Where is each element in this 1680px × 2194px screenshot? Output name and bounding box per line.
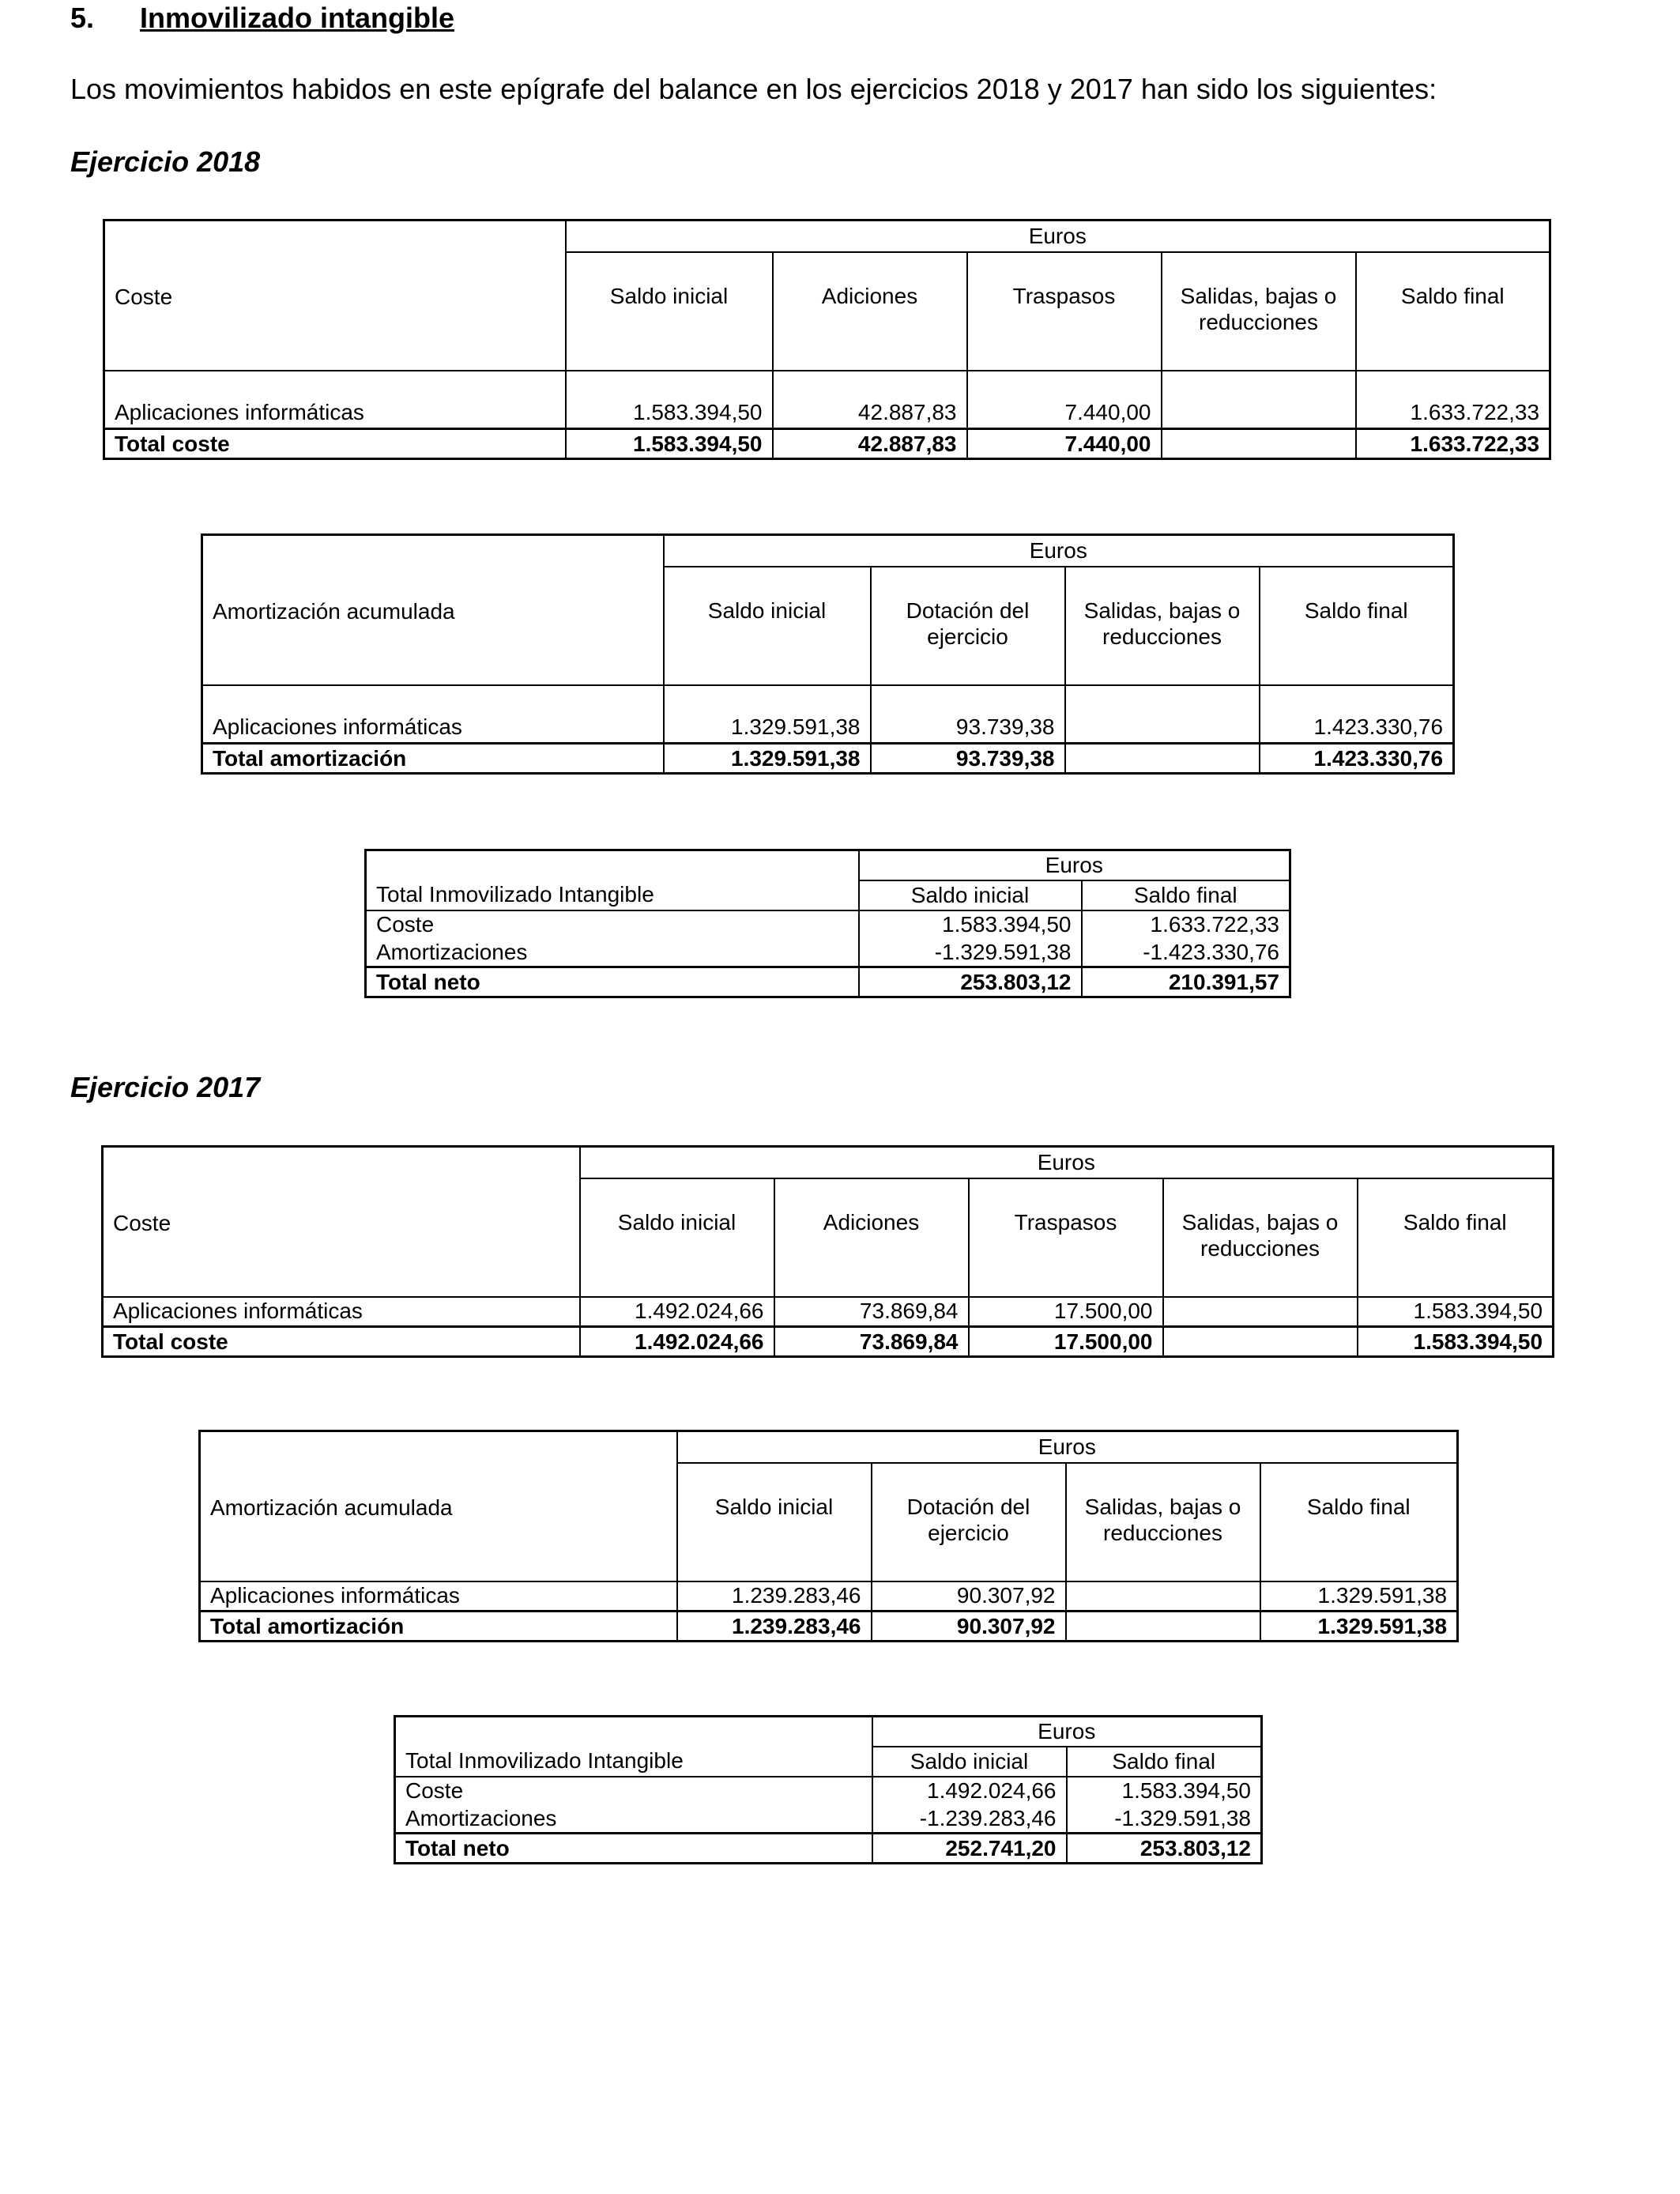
cell-value: -1.239.283,46: [872, 1805, 1067, 1834]
cell-value: 17.500,00: [969, 1297, 1163, 1327]
cost-row-label: Coste: [115, 285, 173, 310]
cell-value: 1.633.722,33: [1082, 910, 1290, 939]
total-label: Total neto: [395, 1834, 872, 1864]
cell-value: 93.739,38: [871, 685, 1065, 744]
col-salidas: Salidas, bajas o reducciones: [1065, 567, 1260, 685]
cell-value: -1.329.591,38: [859, 939, 1082, 967]
col-saldo-inicial: Saldo inicial: [580, 1178, 774, 1297]
col-salidas: Salidas, bajas o reducciones: [1163, 1178, 1358, 1297]
row-label: Coste: [395, 1777, 872, 1805]
cost-table-2018: [103, 219, 1551, 460]
row-label: Coste: [366, 910, 859, 939]
col-saldo-final: Saldo final: [1358, 1178, 1554, 1297]
col-dotacion: Dotación del ejercicio: [872, 1463, 1066, 1581]
euros-header: Euros: [664, 535, 1454, 567]
total-value: 1.329.591,38: [1260, 1612, 1458, 1642]
row-label: Amortizaciones: [405, 1805, 557, 1830]
col-saldo-inicial: Saldo inicial: [664, 567, 871, 685]
col-traspasos: Traspasos: [969, 1178, 1163, 1297]
section-number: 5.: [70, 2, 95, 34]
total-row: [366, 967, 1290, 997]
total-value: [1065, 744, 1260, 774]
total-value: 253.803,12: [1067, 1834, 1262, 1864]
net-table-2017: [394, 1715, 1263, 1864]
col-saldo-inicial: Saldo inicial: [677, 1463, 872, 1581]
year-2018-heading: Ejercicio 2018: [70, 145, 261, 178]
total-value: 1.329.591,38: [664, 744, 871, 774]
table-row: [200, 1581, 1458, 1612]
total-value: 210.391,57: [1082, 967, 1290, 997]
total-value: 90.307,92: [872, 1612, 1066, 1642]
table-row: [366, 910, 1290, 939]
section-heading: [70, 2, 454, 35]
intro-paragraph: Los movimientos habidos en este epígrafe del balance en los ejercicios 2018 y 2017 han sido los siguientes:: [70, 73, 1437, 105]
total-value: 253.803,12: [859, 967, 1082, 997]
row-label: Aplicaciones informáticas: [202, 685, 664, 744]
total-label: Total neto: [366, 967, 859, 997]
cell-value: 42.887,83: [773, 371, 967, 429]
total-label: Total coste: [104, 429, 566, 459]
amort-row-label: Amortización acumulada: [213, 599, 455, 624]
euros-header: Euros: [859, 850, 1290, 880]
row-label: Amortizaciones: [376, 939, 528, 964]
cell-value: [1066, 1581, 1260, 1612]
col-dotacion: Dotación del ejercicio: [871, 567, 1065, 685]
amort-row-label: Amortización acumulada: [210, 1495, 453, 1521]
total-value: 7.440,00: [967, 429, 1162, 459]
cell-value: 1.633.722,33: [1356, 371, 1550, 429]
table-row: [395, 1805, 1262, 1834]
col-adiciones: Adiciones: [773, 252, 967, 371]
total-value: 1.633.722,33: [1356, 429, 1550, 459]
cell-value: 1.239.283,46: [677, 1581, 872, 1612]
total-value: 252.741,20: [872, 1834, 1067, 1864]
cell-value: 1.583.394,50: [1358, 1297, 1554, 1327]
section-title: Inmovilizado intangible: [140, 2, 455, 34]
table-row: [366, 939, 1290, 967]
total-label: Total coste: [103, 1327, 580, 1357]
cell-value: 1.583.394,50: [566, 371, 773, 429]
cell-value: 1.329.591,38: [664, 685, 871, 744]
col-saldo-final: Saldo final: [1356, 252, 1550, 371]
total-value: [1162, 429, 1356, 459]
col-saldo-inicial: Saldo inicial: [859, 880, 1082, 910]
amortization-table-2017: [198, 1430, 1459, 1642]
table-row: [103, 1297, 1554, 1327]
total-value: 1.239.283,46: [677, 1612, 872, 1642]
year-2017-heading: Ejercicio 2017: [70, 1071, 261, 1103]
col-adiciones: Adiciones: [774, 1178, 969, 1297]
total-value: 73.869,84: [774, 1327, 969, 1357]
total-row: [395, 1834, 1262, 1864]
amortization-table-2018: [201, 533, 1455, 775]
table-row: [395, 1777, 1262, 1805]
table-row: [202, 685, 1454, 744]
cell-value: 1.329.591,38: [1260, 1581, 1458, 1612]
total-row: [104, 429, 1550, 459]
total-value: 42.887,83: [773, 429, 967, 459]
total-value: [1163, 1327, 1358, 1357]
cell-value: 1.492.024,66: [872, 1777, 1067, 1805]
cell-value: 7.440,00: [967, 371, 1162, 429]
cell-value: 1.423.330,76: [1260, 685, 1454, 744]
total-value: 1.583.394,50: [566, 429, 773, 459]
total-label: Total amortización: [202, 744, 664, 774]
euros-header: Euros: [872, 1717, 1262, 1747]
cell-value: [1162, 371, 1356, 429]
total-label: Total amortización: [200, 1612, 677, 1642]
col-saldo-inicial: Saldo inicial: [566, 252, 773, 371]
cell-value: 73.869,84: [774, 1297, 969, 1327]
col-saldo-final: Saldo final: [1260, 1463, 1458, 1581]
total-row: [103, 1327, 1554, 1357]
total-value: 1.583.394,50: [1358, 1327, 1554, 1357]
row-label: Aplicaciones informáticas: [103, 1297, 580, 1327]
cell-value: 1.583.394,50: [1067, 1777, 1262, 1805]
total-value: 17.500,00: [969, 1327, 1163, 1357]
total-row: [202, 744, 1454, 774]
cell-value: 1.492.024,66: [580, 1297, 774, 1327]
net-table-2018: [364, 849, 1291, 998]
total-value: 93.739,38: [871, 744, 1065, 774]
col-saldo-final: Saldo final: [1082, 880, 1290, 910]
col-saldo-final: Saldo final: [1260, 567, 1454, 685]
total-row: [200, 1612, 1458, 1642]
euros-header: Euros: [677, 1431, 1458, 1463]
row-label: Aplicaciones informáticas: [200, 1581, 677, 1612]
col-salidas: Salidas, bajas o reducciones: [1066, 1463, 1260, 1581]
col-saldo-inicial: Saldo inicial: [872, 1747, 1067, 1777]
euros-header: Euros: [580, 1147, 1554, 1178]
table-row: [104, 371, 1550, 429]
total-value: 1.423.330,76: [1260, 744, 1454, 774]
row-label: Aplicaciones informáticas: [104, 371, 566, 429]
euros-header: Euros: [566, 221, 1550, 252]
cell-value: 1.583.394,50: [859, 910, 1082, 939]
cost-row-label: Coste: [113, 1211, 171, 1236]
total-value: 1.492.024,66: [580, 1327, 774, 1357]
total-value: [1066, 1612, 1260, 1642]
cell-value: -1.423.330,76: [1082, 939, 1290, 967]
col-saldo-final: Saldo final: [1067, 1747, 1262, 1777]
cell-value: [1065, 685, 1260, 744]
net-row-label: Total Inmovilizado Intangible: [376, 881, 654, 907]
cell-value: [1163, 1297, 1358, 1327]
cell-value: 90.307,92: [872, 1581, 1066, 1612]
cell-value: -1.329.591,38: [1067, 1805, 1262, 1834]
cost-table-2017: [101, 1145, 1554, 1358]
net-row-label: Total Inmovilizado Intangible: [405, 1747, 684, 1773]
col-traspasos: Traspasos: [967, 252, 1162, 371]
col-salidas: Salidas, bajas o reducciones: [1162, 252, 1356, 371]
